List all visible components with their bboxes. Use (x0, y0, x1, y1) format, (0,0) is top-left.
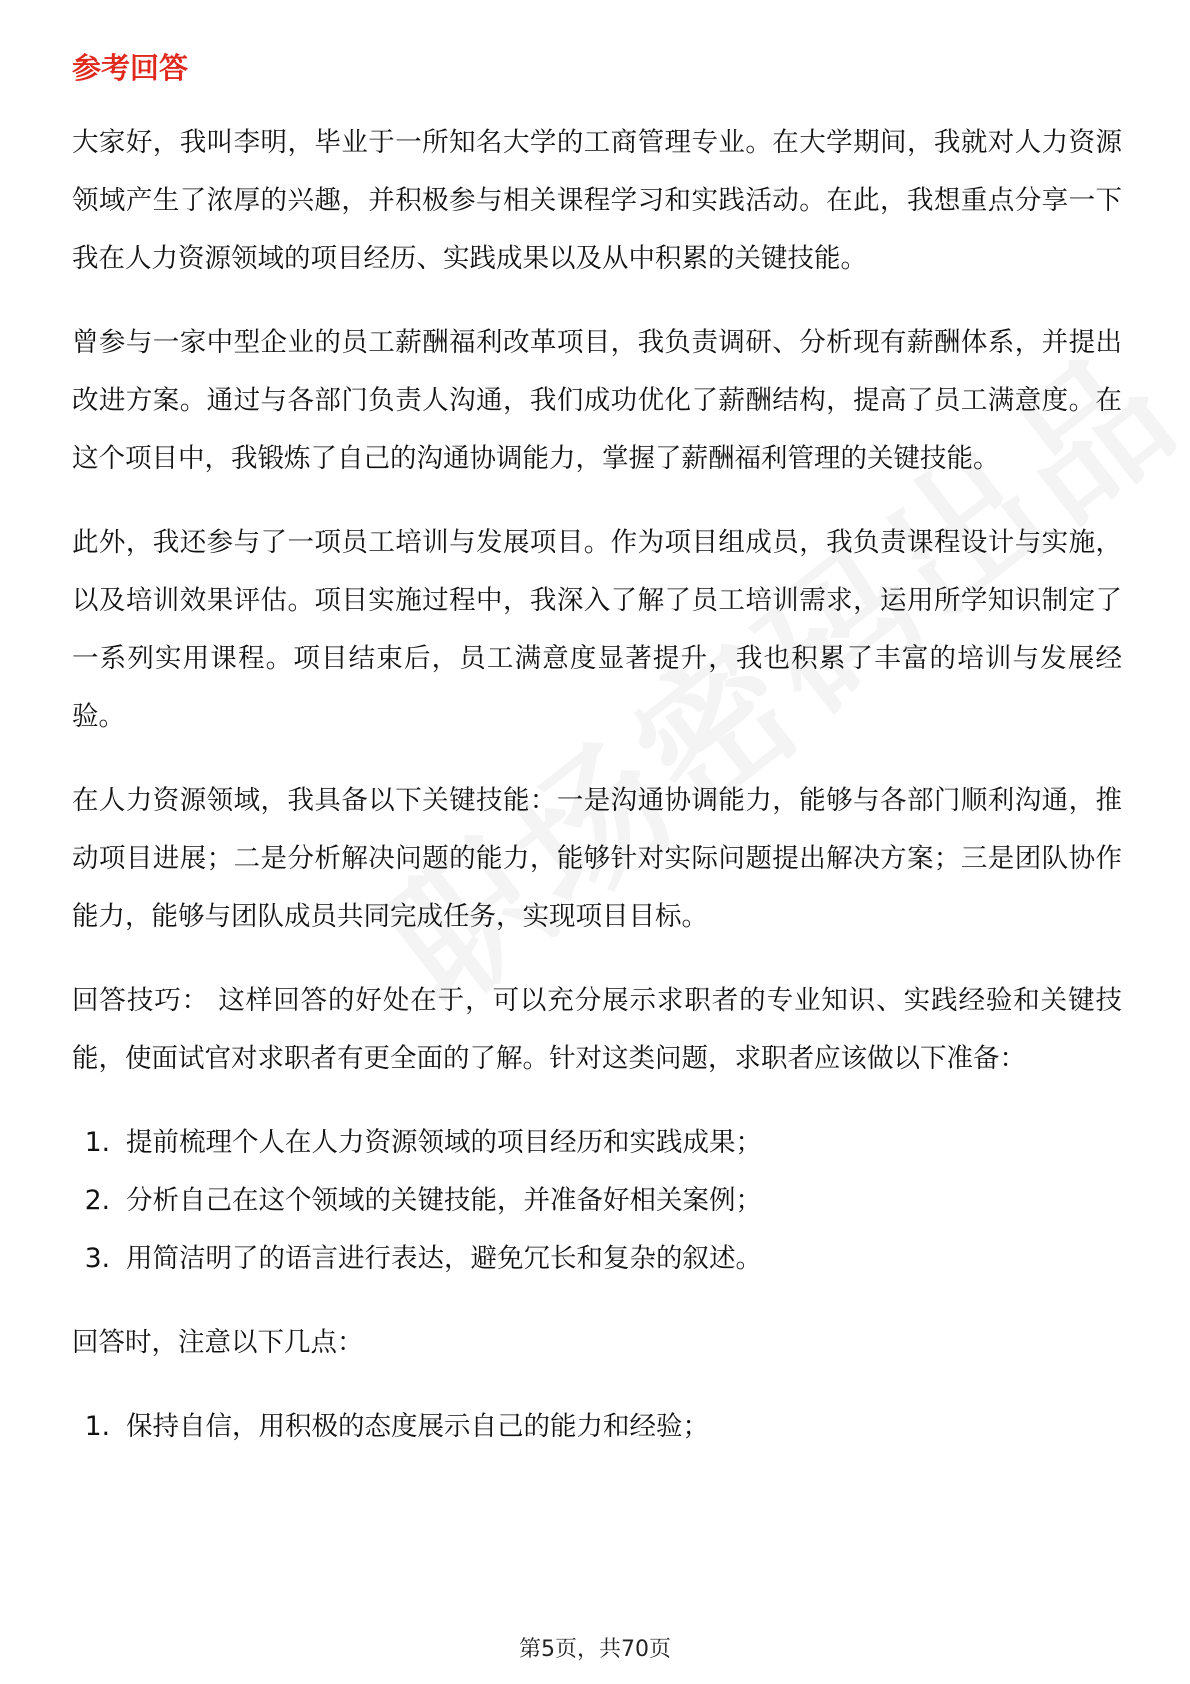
paragraph-training-project: 此外，我还参与了一项员工培训与发展项目。作为项目组成员，我负责课程设计与实施，以及培训效果评估。项目实施过程中，我深入了解了员工培训需求，运用所学知识制定了一系列实用课程。项目结束后，员工满意度显著提升，我也积累了丰富的培训与发展经验。 (72, 527, 1122, 732)
list-item-text: 用简洁明了的语言进行表达，避免冗长和复杂的叙述。 (126, 1243, 762, 1274)
notes-list (72, 1398, 1122, 1456)
section-heading: 参考回答 (72, 51, 189, 85)
paragraph-answer-tips: 回答技巧： 这样回答的好处在于，可以充分展示求职者的专业知识、实践经验和关键技能，使面试官对求职者有更全面的了解。针对这类问题，求职者应该做以下准备： (72, 985, 1122, 1074)
document-content (72, 48, 1122, 1482)
list-item-text: 保持自信，用积极的态度展示自己的能力和经验； (126, 1411, 709, 1442)
list-item-number: 1. (84, 1411, 110, 1442)
list-item-number: 2. (84, 1185, 110, 1216)
list-item-number: 3. (84, 1243, 110, 1274)
paragraph-intro: 大家好，我叫李明，毕业于一所知名大学的工商管理专业。在大学期间，我就对人力资源领域产生了浓厚的兴趣，并积极参与相关课程学习和实践活动。在此，我想重点分享一下我在人力资源领域的项目经历、实践成果以及从中积累的关键技能。 (72, 127, 1122, 274)
list-item-text: 提前梳理个人在人力资源领域的项目经历和实践成果； (126, 1127, 762, 1158)
list-item (72, 1172, 1122, 1230)
list-item-number: 1. (84, 1127, 110, 1158)
paragraph-notes-intro: 回答时，注意以下几点： (72, 1327, 364, 1358)
paragraph-key-skills: 在人力资源领域，我具备以下关键技能：一是沟通协调能力，能够与各部门顺利沟通，推动项目进展；二是分析解决问题的能力，能够针对实际问题提出解决方案；三是团队协作能力，能够与团队成员共同完成任务，实现项目目标。 (72, 785, 1122, 932)
paragraph-compensation-project: 曾参与一家中型企业的员工薪酬福利改革项目，我负责调研、分析现有薪酬体系，并提出改进方案。通过与各部门负责人沟通，我们成功优化了薪酬结构，提高了员工满意度。在这个项目中，我锻炼了自己的沟通协调能力，掌握了薪酬福利管理的关键技能。 (72, 327, 1122, 474)
page-number-footer: 第5页，共70页 (519, 1637, 671, 1662)
list-item-text: 分析自己在这个领域的关键技能，并准备好相关案例； (126, 1185, 762, 1216)
preparation-list (72, 1114, 1122, 1288)
list-item (72, 1398, 1122, 1456)
list-item (72, 1230, 1122, 1288)
list-item (72, 1114, 1122, 1172)
